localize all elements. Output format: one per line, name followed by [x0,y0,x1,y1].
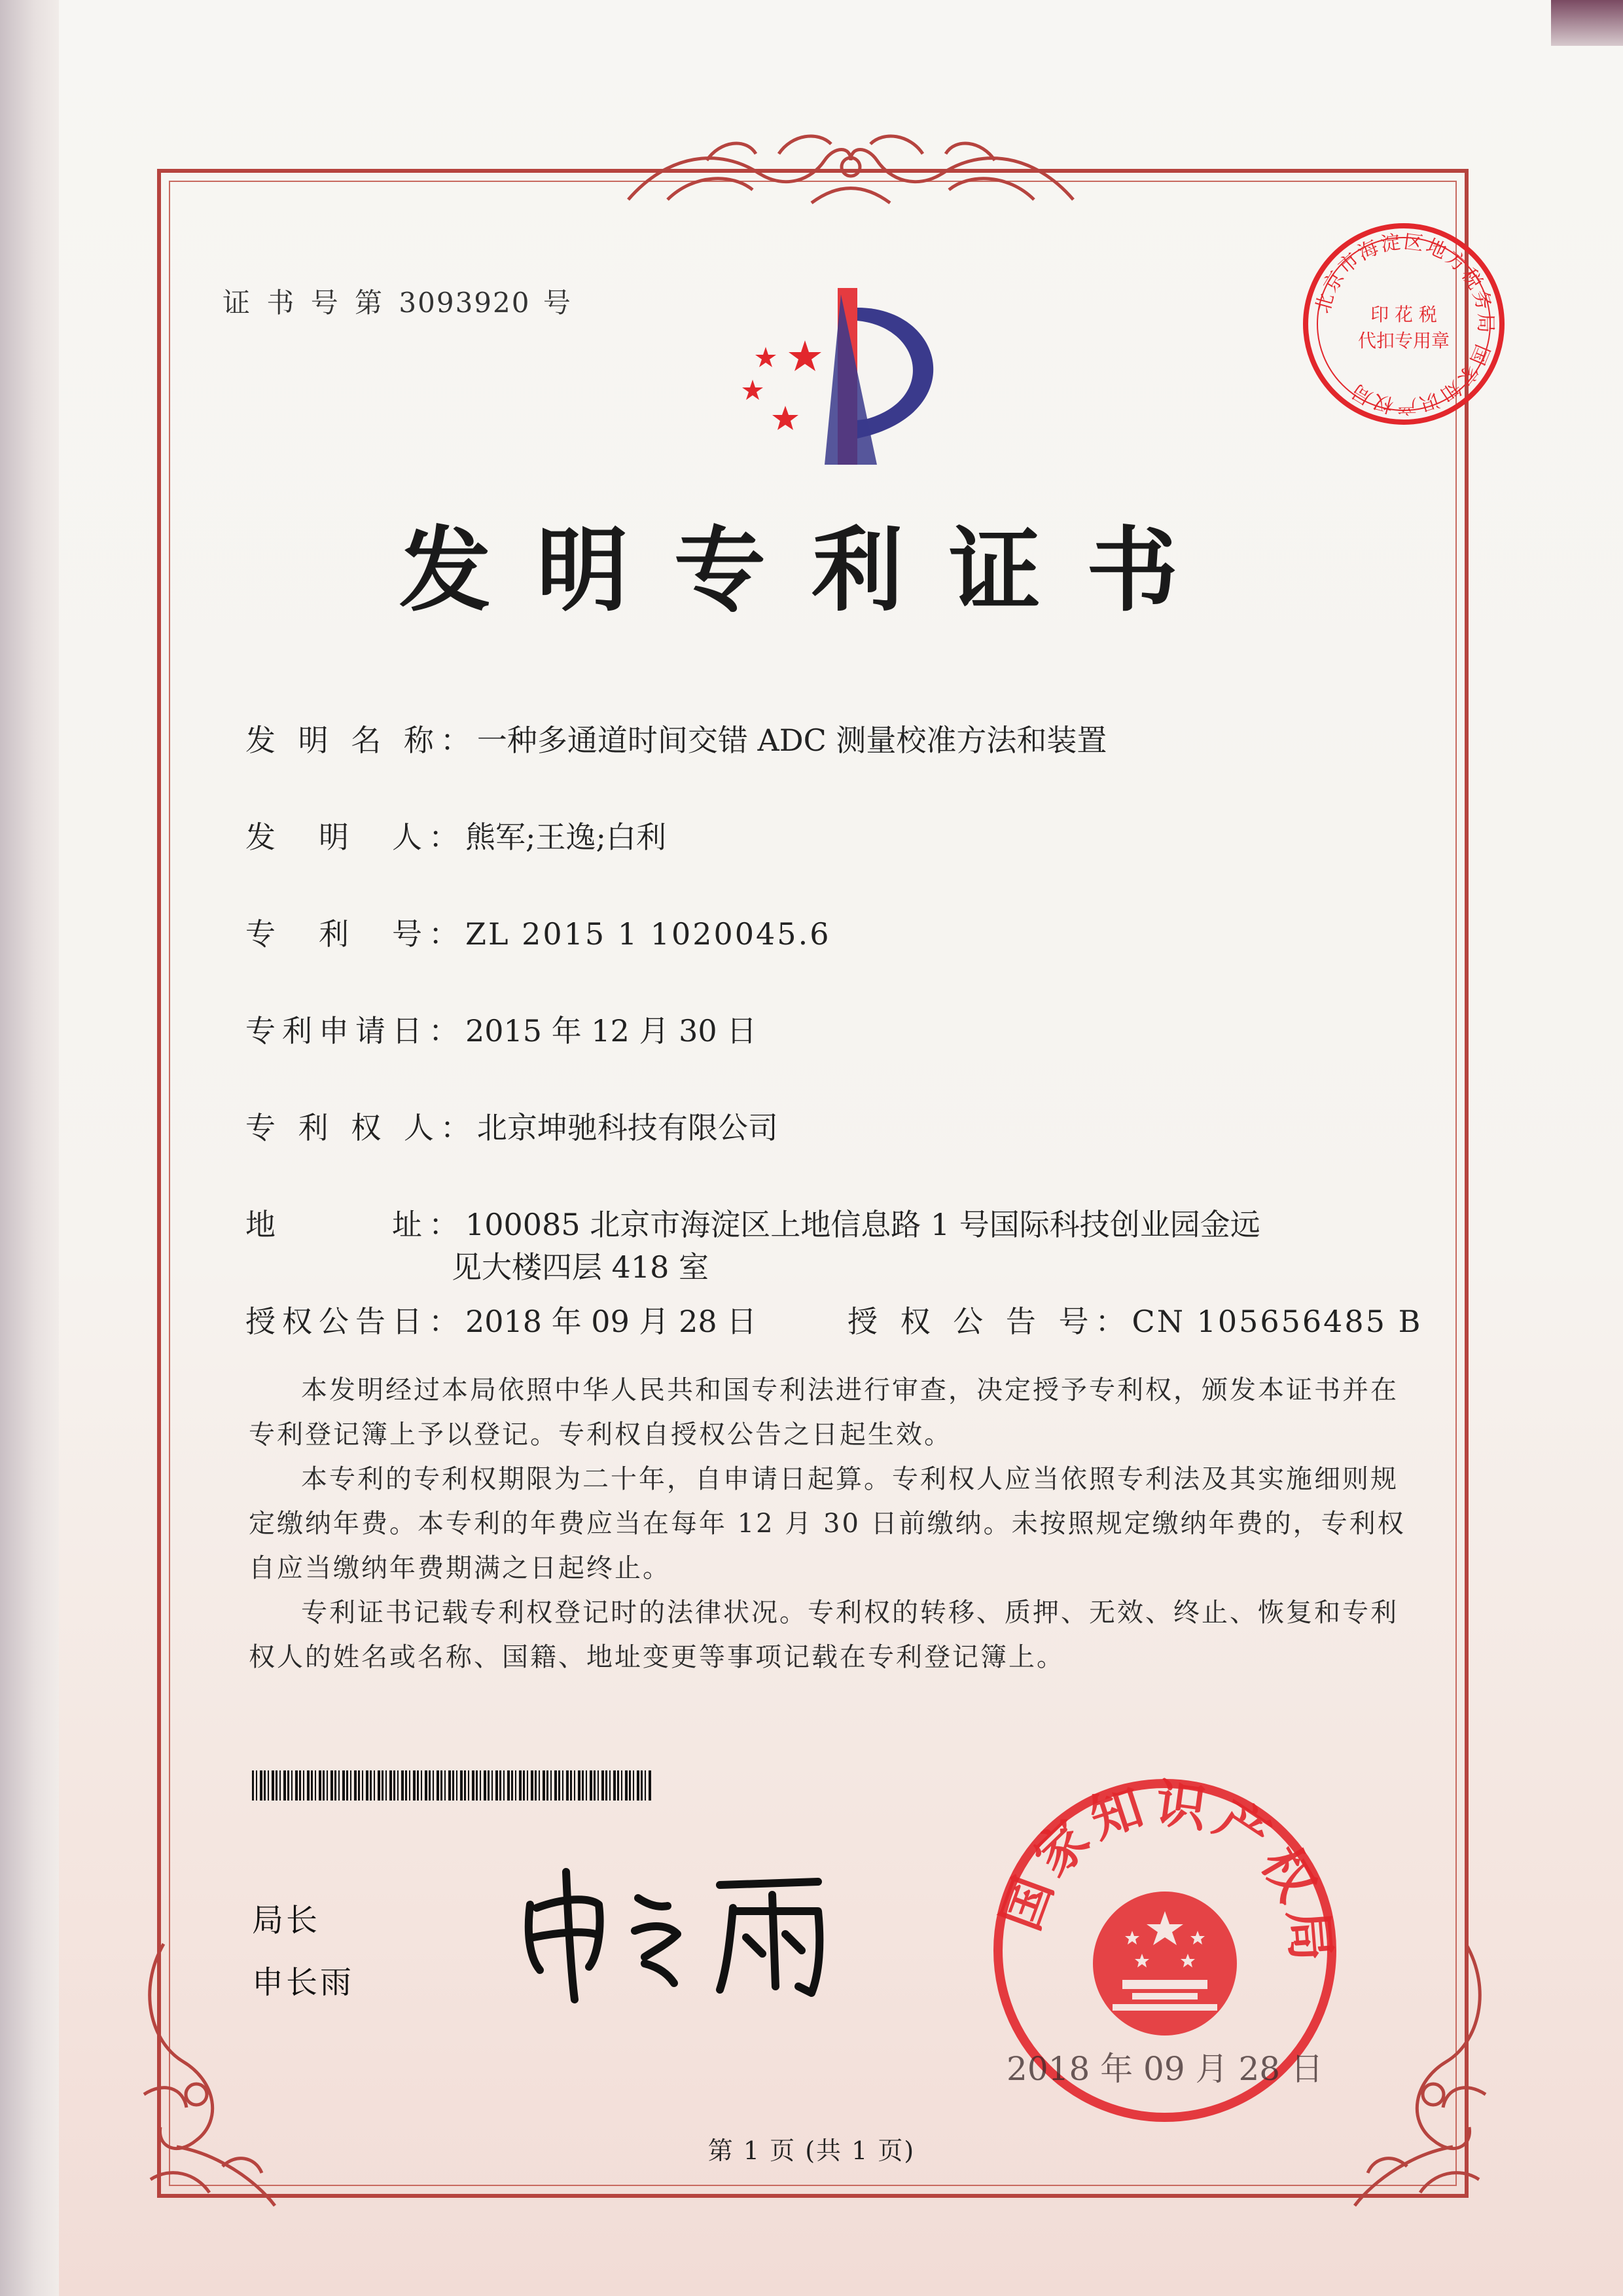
field-grant-no [847,1298,1422,1341]
field-address-line1: 100085 北京市海淀区上地信息路 1 号国际科技创业园金远 [465,1207,1260,1242]
field-application-date-label: 专利申请日： [245,1013,465,1049]
body-paragraph-3: 专利证书记载专利权登记时的法律状况。专利权的转移、质押、无效、终止、恢复和专利权人的姓名或名称、国籍、地址变更等事项记载在专利登记簿上。 [249,1598,1399,1672]
field-application-date-value: 2015 年 12 月 30 日 [465,1013,757,1049]
field-inventors [245,814,666,857]
field-application-date [245,1007,757,1050]
field-patentee-value: 北京坤驰科技有限公司 [476,1110,778,1145]
bottom-right-ornament [1335,1931,1505,2219]
page-footer: 第 1 页 (共 1 页) [707,2136,916,2165]
certificate-number-suffix: 号 [543,287,575,319]
field-grant-date [245,1298,757,1341]
field-address-label: 地 址： [245,1207,465,1242]
field-grant-no-label: 授 权 公 告 号： [847,1304,1132,1339]
tax-seal-line2: 代扣专用章 [1357,330,1450,351]
field-patent-no [245,910,830,954]
field-patent-no-value: ZL 2015 1 1020045.6 [465,916,831,952]
director-signature [510,1859,851,2009]
field-invention-name-label: 发 明 名 称： [245,723,477,758]
field-grant-no-value: CN 105656485 B [1132,1304,1423,1339]
field-patent-no-label: 专 利 号： [245,916,465,952]
field-patentee-label: 专 利 权 人： [245,1110,477,1145]
field-grant-date-label: 授权公告日： [245,1304,465,1339]
cnipa-logo-icon [726,281,975,478]
body-paragraph-2: 本专利的专利权期限为二十年，自申请日起算。专利权人应当依照专利法及其实施细则规定缴纳年费。本专利的年费应当在每年 12 月 30 日前缴纳。未按照规定缴纳年费的，专利权自应当缴纳年费期满之日起终止。 [249,1464,1406,1583]
tax-seal-stamp [1296,216,1512,432]
top-ornament [615,128,1086,213]
certificate-number-value: 3093920 [399,287,531,319]
official-seal-date: 2018 年 09 月 28 日 [1007,2050,1323,2088]
page-title: 发明专利证书 [399,517,1224,624]
director-name: 申长雨 [252,1964,355,2001]
field-grant-date-value: 2018 年 09 月 28 日 [465,1304,757,1339]
field-invention-name [245,717,1107,760]
tax-seal-line1: 印 花 税 [1370,304,1437,325]
certificate-number [223,281,575,321]
certificate-body [249,1368,1414,1679]
certificate-number-label: 证 书 号 第 [223,287,387,319]
director-title: 局长 [252,1902,321,1939]
field-address [245,1201,1260,1244]
cnipa-official-seal-stamp [982,1767,1348,2134]
barcode [252,1770,651,1801]
tax-seal-ring-text: 北京市海淀区地方税务局 国家知识产权局 [1311,230,1497,418]
official-seal-ring-text: 国家知识产权局 [991,1774,1341,1970]
field-invention-name-value: 一种多通道时间交错 ADC 测量校准方法和装置 [476,723,1107,758]
field-inventors-label: 发 明 人： [245,819,465,855]
field-inventors-value: 熊军;王逸;白利 [465,819,666,855]
field-patentee [245,1104,778,1147]
scan-corner [1551,0,1623,46]
field-address-line2: 见大楼四层 418 室 [452,1249,709,1285]
scan-left-edge [0,0,59,2296]
body-paragraph-1: 本发明经过本局依照中华人民共和国专利法进行审查，决定授予专利权，颁发本证书并在专利登记簿上予以登记。专利权自授权公告之日起生效。 [249,1375,1399,1450]
